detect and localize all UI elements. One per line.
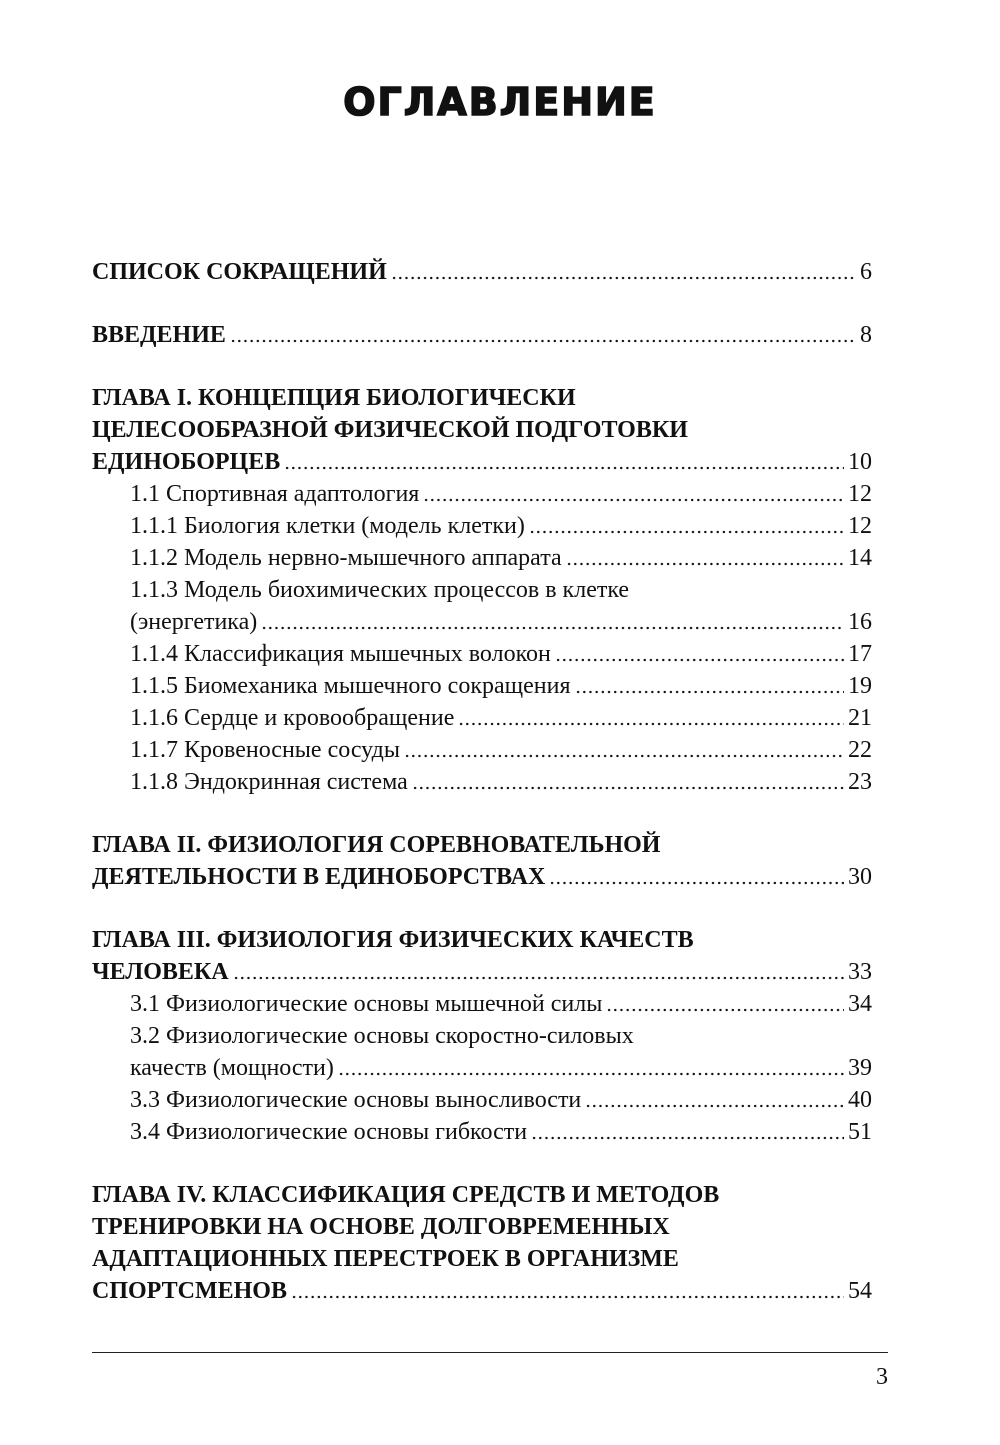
table-of-contents	[92, 256, 872, 1307]
toc-section-entry[interactable]	[92, 1116, 872, 1148]
toc-entry-text: ЧЕЛОВЕКА	[92, 959, 229, 985]
dot-leader	[606, 1003, 844, 1013]
toc-group	[92, 382, 872, 798]
toc-section-entry[interactable]	[92, 702, 872, 734]
toc-entry-line	[130, 1020, 872, 1052]
dot-leader	[529, 525, 844, 535]
dot-leader	[233, 971, 844, 981]
page-number: 3	[876, 1364, 888, 1390]
toc-chapter-entry[interactable]	[92, 924, 872, 988]
toc-entry-text: 3.1 Физиологические основы мышечной силы	[130, 991, 603, 1017]
toc-entry-text: 3.4 Физиологические основы гибкости	[130, 1119, 528, 1145]
toc-entry-text: 1.1.8 Эндокринная система	[130, 769, 408, 795]
toc-entry-text: АДАПТАЦИОННЫХ ПЕРЕСТРОЕК В ОРГАНИЗМЕ	[92, 1246, 679, 1272]
toc-entry-line	[92, 829, 872, 861]
toc-page-number: 17	[848, 641, 872, 667]
toc-entry-line	[92, 956, 872, 988]
dot-leader	[585, 1099, 844, 1109]
toc-entry-text: качеств (мощности)	[130, 1055, 334, 1081]
dot-leader	[284, 461, 844, 471]
dot-leader	[458, 717, 844, 727]
toc-entry-line	[92, 382, 872, 414]
toc-entry-text: ЦЕЛЕСООБРАЗНОЙ ФИЗИЧЕСКОЙ ПОДГОТОВКИ	[92, 417, 688, 443]
toc-entry-line	[130, 734, 872, 766]
toc-group	[92, 319, 872, 351]
toc-section-entry[interactable]	[92, 542, 872, 574]
toc-entry-text: 3.2 Физиологические основы скоростно-силовых	[130, 1023, 634, 1049]
dot-leader	[291, 1290, 844, 1300]
toc-chapter-entry[interactable]	[92, 382, 872, 478]
toc-page-number: 40	[848, 1087, 872, 1113]
toc-page-number: 51	[848, 1119, 872, 1145]
toc-entry-line	[130, 988, 872, 1020]
toc-group	[92, 256, 872, 288]
toc-page-number: 12	[848, 513, 872, 539]
toc-entry-line	[92, 1243, 872, 1275]
dot-leader	[404, 749, 844, 759]
toc-entry-text: ГЛАВА IV. КЛАССИФИКАЦИЯ СРЕДСТВ И МЕТОДОВ	[92, 1182, 720, 1208]
toc-entry-line	[92, 446, 872, 478]
toc-section-entry[interactable]	[92, 988, 872, 1020]
toc-section-entry[interactable]	[92, 670, 872, 702]
dot-leader	[412, 781, 844, 791]
toc-entry-line	[130, 574, 872, 606]
toc-page-number: 12	[848, 481, 872, 507]
toc-entry-text: ДЕЯТЕЛЬНОСТИ В ЕДИНОБОРСТВАХ	[92, 864, 546, 890]
toc-page-number: 39	[848, 1055, 872, 1081]
toc-section-entry[interactable]	[92, 510, 872, 542]
toc-entry-text: СПИСОК СОКРАЩЕНИЙ	[92, 259, 387, 285]
toc-page-number: 54	[848, 1278, 872, 1304]
toc-page-number: 22	[848, 737, 872, 763]
toc-section-entry[interactable]	[92, 638, 872, 670]
toc-entry-text: ГЛАВА III. ФИЗИОЛОГИЯ ФИЗИЧЕСКИХ КАЧЕСТВ	[92, 927, 694, 953]
toc-group	[92, 829, 872, 893]
toc-entry-line	[130, 606, 872, 638]
toc-entry-line	[92, 414, 872, 446]
toc-entry-line	[92, 1179, 872, 1211]
toc-entry-line	[92, 861, 872, 893]
toc-section-entry[interactable]	[92, 1084, 872, 1116]
toc-entry-text: 1.1.7 Кровеносные сосуды	[130, 737, 400, 763]
toc-entry-line	[130, 670, 872, 702]
toc-entry-text: ГЛАВА I. КОНЦЕПЦИЯ БИОЛОГИЧЕСКИ	[92, 385, 576, 411]
toc-entry-text: 1.1.2 Модель нервно-мышечного аппарата	[130, 545, 562, 571]
toc-entry-text: ТРЕНИРОВКИ НА ОСНОВЕ ДОЛГОВРЕМЕННЫХ	[92, 1214, 670, 1240]
toc-entry-text: 1.1.6 Сердце и кровообращение	[130, 705, 455, 731]
toc-entry-text: 3.3 Физиологические основы выносливости	[130, 1087, 582, 1113]
toc-entry-text: 1.1.5 Биомеханика мышечного сокращения	[130, 673, 571, 699]
dot-leader	[566, 557, 844, 567]
toc-entry-line	[92, 256, 872, 288]
toc-entry-line	[130, 478, 872, 510]
page-title: ОГЛАВЛЕНИЕ	[343, 80, 657, 124]
toc-page-number: 21	[848, 705, 872, 731]
toc-section-entry[interactable]	[92, 734, 872, 766]
toc-entry-text: 1.1.3 Модель биохимических процессов в клетке	[130, 577, 630, 603]
dot-leader	[261, 621, 844, 631]
toc-page-number: 6	[860, 259, 872, 285]
toc-entry-line	[130, 1084, 872, 1116]
toc-entry-line	[130, 638, 872, 670]
dot-leader	[423, 493, 844, 503]
toc-entry-text: ВВЕДЕНИЕ	[92, 322, 226, 348]
toc-section-entry[interactable]	[92, 1020, 872, 1084]
toc-entry-line	[130, 1116, 872, 1148]
toc-entry-line	[130, 702, 872, 734]
dot-leader	[555, 653, 844, 663]
toc-entry-line	[92, 1211, 872, 1243]
toc-chapter-entry[interactable]	[92, 319, 872, 351]
toc-entry-line	[92, 924, 872, 956]
toc-chapter-entry[interactable]	[92, 829, 872, 893]
toc-group	[92, 924, 872, 1148]
toc-chapter-entry[interactable]	[92, 256, 872, 288]
toc-page-number: 33	[848, 959, 872, 985]
toc-section-entry[interactable]	[92, 478, 872, 510]
dot-leader	[549, 876, 844, 886]
toc-page-number: 19	[848, 673, 872, 699]
dot-leader	[391, 271, 856, 281]
toc-entry-text: 1.1.1 Биология клетки (модель клетки)	[130, 513, 525, 539]
toc-entry-line	[92, 1275, 872, 1307]
toc-entry-text: 1.1 Спортивная адаптология	[130, 481, 420, 507]
toc-entry-text: 1.1.4 Классификация мышечных волокон	[130, 641, 551, 667]
toc-page-number: 10	[848, 449, 872, 475]
toc-entry-line	[130, 542, 872, 574]
toc-entry-text: (энергетика)	[130, 609, 258, 635]
dot-leader	[338, 1067, 844, 1077]
toc-section-entry[interactable]	[92, 574, 872, 638]
toc-entry-line	[130, 510, 872, 542]
toc-page-number: 23	[848, 769, 872, 795]
toc-page-number: 16	[848, 609, 872, 635]
toc-group	[92, 1179, 872, 1307]
toc-entry-text: ЕДИНОБОРЦЕВ	[92, 449, 281, 475]
toc-section-entry[interactable]	[92, 766, 872, 798]
toc-page-number: 34	[848, 991, 872, 1017]
toc-page-number: 8	[860, 322, 872, 348]
dot-leader	[230, 334, 856, 344]
dot-leader	[575, 685, 845, 695]
toc-entry-text: ГЛАВА II. ФИЗИОЛОГИЯ СОРЕВНОВАТЕЛЬНОЙ	[92, 832, 661, 858]
toc-page-number: 30	[848, 864, 872, 890]
toc-entry-text: СПОРТСМЕНОВ	[92, 1278, 287, 1304]
toc-page-number: 14	[848, 545, 872, 571]
footer-divider	[92, 1352, 888, 1353]
toc-entry-line	[130, 1052, 872, 1084]
toc-chapter-entry[interactable]	[92, 1179, 872, 1307]
toc-entry-line	[92, 319, 872, 351]
toc-entry-line	[130, 766, 872, 798]
dot-leader	[531, 1131, 844, 1141]
